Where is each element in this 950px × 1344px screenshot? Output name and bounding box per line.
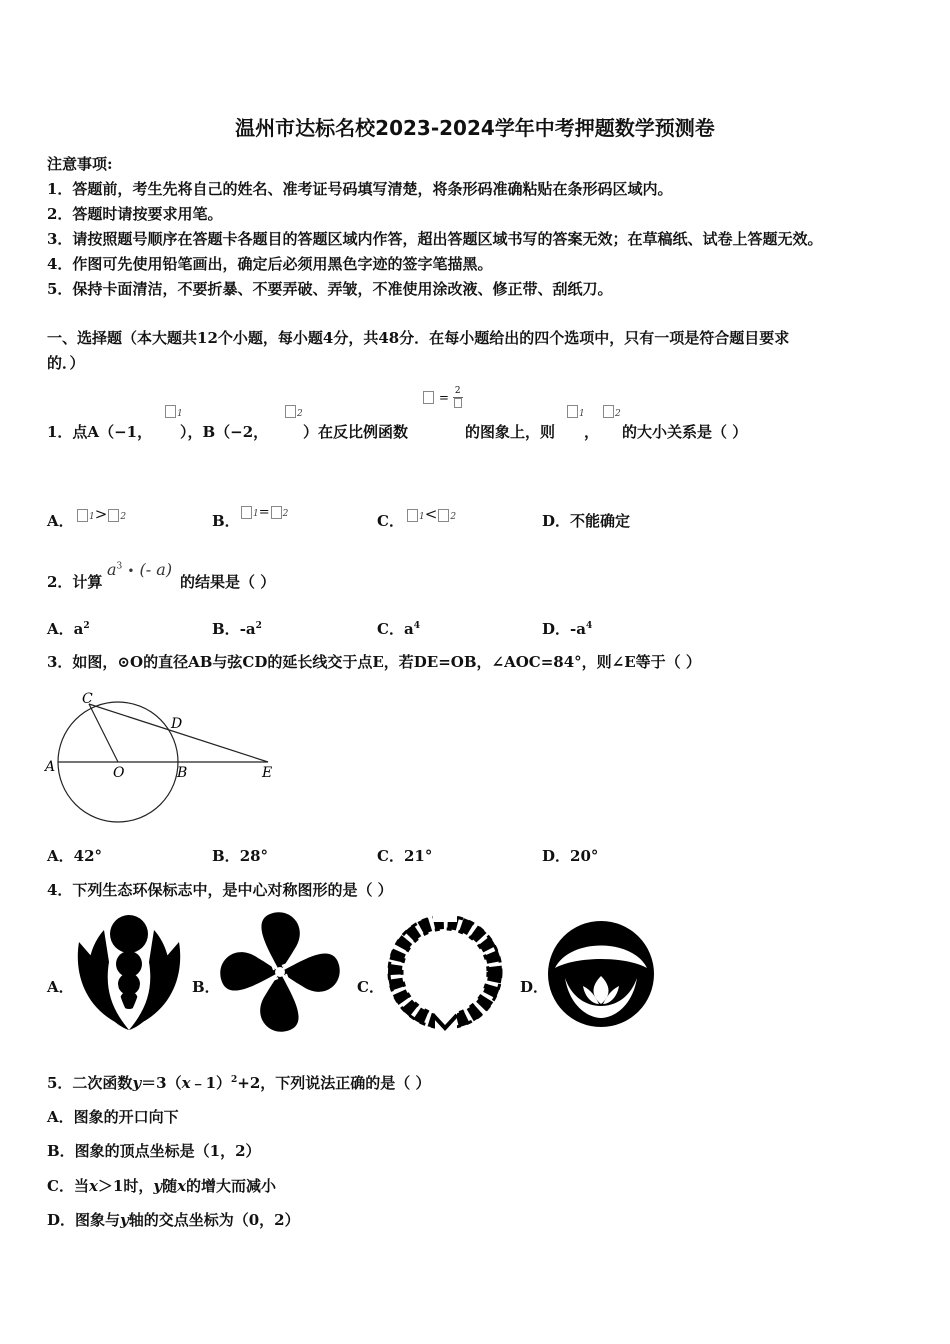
q1-text-f: 的大小关系是（ ） [622, 423, 748, 441]
q3-option-c[interactable]: C．21° [377, 847, 433, 865]
q1-y2-symbol [284, 401, 303, 420]
notice-item: 4．作图可先使用铅笔画出，确定后必须用黑色字迹的签字笔描黑。 [47, 255, 493, 273]
q1-text-d: 的图象上，则 [465, 423, 556, 441]
q3-point-e: E [262, 765, 273, 781]
notice-heading: 注意事项: [47, 155, 113, 173]
q4-logo-b [218, 910, 343, 1035]
q1-option-d[interactable]: D．不能确定 [542, 512, 631, 530]
q3-point-d: D [171, 716, 183, 732]
section-heading-cont: 的．） [47, 354, 85, 372]
q3-point-a: A [45, 759, 56, 775]
section-heading: 一、选择题（本大题共12个小题，每小题4分，共48分．在每小题给出的四个选项中，只有一项是符合题目要求 [47, 329, 790, 347]
q4-logo-d [545, 918, 657, 1030]
q2-option-c[interactable]: C．$a^4$ [377, 620, 420, 638]
q3-figure [40, 688, 290, 823]
q1-y1-sub: 1 [177, 409, 183, 419]
q5-option-b[interactable]: B．图象的顶点坐标是（1，2） [47, 1142, 261, 1160]
q1-option-b-expr: 1= 2 [240, 505, 288, 520]
q3-point-o: O [113, 765, 125, 781]
q4-option-a[interactable]: A． [47, 978, 74, 996]
q1-y2-symbol-b: 2 [602, 401, 621, 420]
q3-line-co [89, 704, 118, 762]
q1-option-b[interactable]: B． [212, 512, 240, 530]
q1-func-num: 2 [453, 386, 463, 398]
q1-text-b: ），B（−2， [180, 423, 269, 441]
q2-prefix: 2．计算 [47, 573, 103, 591]
q3-option-a[interactable]: A．42° [47, 847, 103, 865]
q3-line-ce [89, 704, 268, 762]
notice-item: 5．保持卡面清洁，不要折暴、不要弄破、弄皱，不准使用涂改液、修正带、刮纸刀。 [47, 280, 613, 298]
q1-option-c-expr: 1< 2 [406, 505, 456, 523]
notice-item: 2．答题时请按要求用笔。 [47, 205, 223, 223]
q1-y2-sub: 2 [297, 409, 303, 419]
q4-option-b[interactable]: B． [192, 978, 220, 996]
q1-option-c[interactable]: C． [377, 512, 404, 530]
q4-option-c[interactable]: C． [357, 978, 384, 996]
q4-logo-c [383, 910, 508, 1035]
q1-y1-symbol-b: 1 [566, 401, 585, 420]
q3-option-b[interactable]: B．28° [212, 847, 269, 865]
q3-point-b: B [177, 765, 188, 781]
q2-suffix: 的结果是（ ） [180, 573, 276, 591]
q2-option-b[interactable]: B．$-a^2$ [212, 620, 262, 638]
q1-text-c: ）在反比例函数 [303, 423, 409, 441]
q3-text: 3．如图，⊙O的直径AB与弦CD的延长线交于点E，若DE=OB，∠AOC=84°，则∠E等于（ ） [47, 653, 701, 671]
q5-option-c[interactable]: C．当x＞1时，y随x的增大而减小 [47, 1177, 277, 1195]
q5-text: 5．二次函数y＝3（x﹣1）$^2$+2，下列说法正确的是（ ） [47, 1074, 431, 1092]
q4-text: 4．下列生态环保标志中，是中心对称图形的是（ ） [47, 881, 393, 899]
q5-option-d[interactable]: D．图象与y轴的交点坐标为（0，2） [47, 1211, 300, 1229]
page-title: 温州市达标名校2023-2024学年中考押题数学预测卷 [235, 116, 715, 140]
q1-text-a: 1．点A（−1， [47, 423, 153, 441]
q1-function [422, 386, 463, 410]
q4-option-d[interactable]: D． [520, 978, 549, 996]
notice-item: 1．答题前，考生先将自己的姓名、准考证号码填写清楚，将条形码准确粘贴在条形码区域内。 [47, 180, 673, 198]
q1-option-a-expr: 1> 2 [76, 505, 126, 523]
notice-item: 3．请按照题号顺序在答题卡各题目的答题区域内作答，超出答题区域书写的答案无效；在草稿纸、试卷上答题无效。 [47, 230, 823, 248]
q1-func-eq: = [438, 390, 449, 405]
q1-text-e: ， [584, 423, 600, 441]
q2-expression: $a^3$ • (- a) [107, 560, 173, 579]
q1-y1-symbol [164, 401, 183, 420]
q5-option-a[interactable]: A．图象的开口向下 [47, 1108, 179, 1126]
q4-logo-a [74, 912, 184, 1032]
q1-option-a[interactable]: A． [47, 512, 74, 530]
q2-option-d[interactable]: D．$-a^4$ [542, 620, 593, 638]
q3-option-d[interactable]: D．20° [542, 847, 599, 865]
q2-option-a[interactable]: A．$a^2$ [47, 620, 90, 638]
q3-point-c: C [82, 691, 93, 707]
